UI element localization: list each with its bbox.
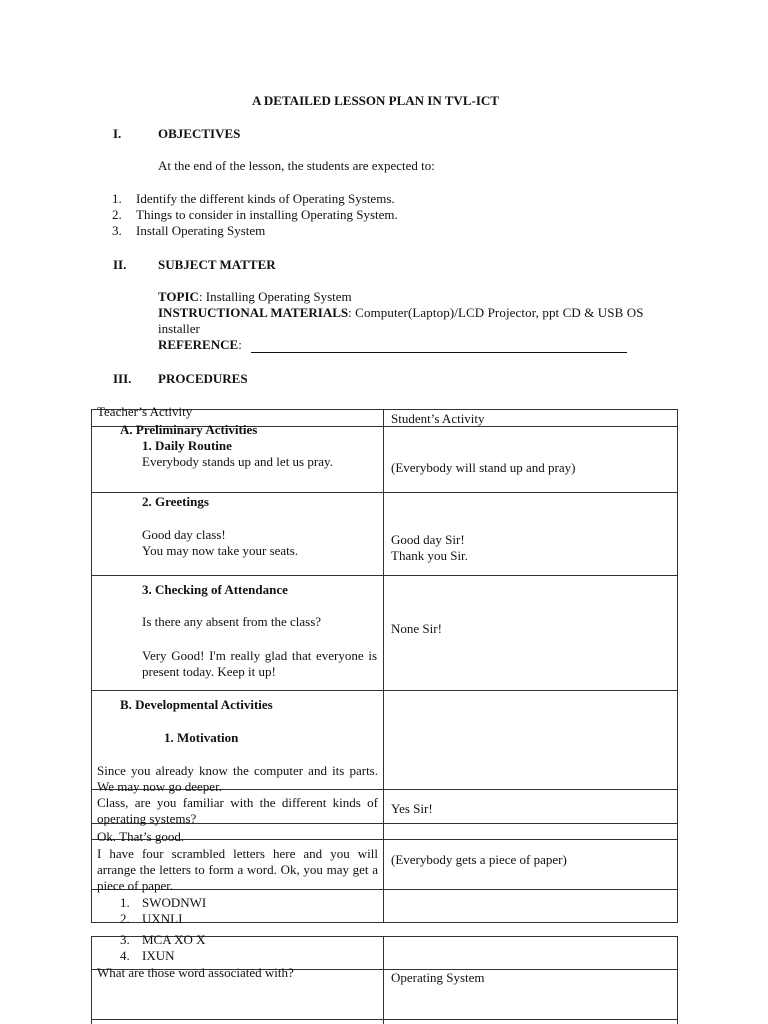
- list-item-number: 1.: [112, 191, 122, 206]
- objectives-intro: At the end of the lesson, the students are expected to:: [158, 158, 435, 173]
- topic-line: [158, 289, 352, 305]
- word-number: 4.: [120, 948, 130, 963]
- teacher-text: Class, are you familiar with the different kinds of operating systems?: [97, 795, 378, 826]
- list-item-number: 3.: [112, 223, 122, 238]
- column-header-student: Student’s Activity: [391, 411, 485, 426]
- materials-line: [158, 305, 677, 321]
- word-number: 1.: [120, 895, 130, 910]
- teacher-text: Since you already know the computer and its parts. We may now go deeper.: [97, 763, 378, 794]
- column-header-teacher: Teacher’s Activity: [97, 404, 193, 419]
- teacher-text: Very Good! I'm really glad that everyone is present today. Keep it up!: [142, 648, 377, 679]
- student-text: (Everybody gets a piece of paper): [391, 852, 567, 867]
- teacher-text: Is there any absent from the class?: [142, 614, 322, 629]
- table-border: [91, 409, 92, 923]
- topic-value: : Installing Operating System: [198, 289, 352, 304]
- table-border: [677, 409, 678, 923]
- list-item: Things to consider in installing Operating System.: [136, 207, 398, 222]
- list-item: Install Operating System: [136, 223, 266, 238]
- subheading-developmental: B. Developmental Activities: [120, 697, 273, 712]
- reference-label: REFERENCE: [158, 337, 239, 352]
- student-text: Good day Sir!: [391, 532, 465, 547]
- scrambled-word: IXUN: [142, 948, 175, 963]
- section-heading-procedures: PROCEDURES: [158, 371, 248, 386]
- teacher-text: I have four scrambled letters here and you will arrange the letters to form a word. Ok, you may get a piece of paper.: [97, 846, 378, 893]
- subheading-motivation: 1. Motivation: [164, 730, 239, 745]
- table-border: [91, 492, 678, 493]
- section-heading-objectives: OBJECTIVES: [158, 126, 241, 141]
- section-numeral: II.: [113, 257, 127, 272]
- topic-label: TOPIC: [158, 289, 199, 304]
- table-border: [383, 409, 384, 923]
- materials-continued: installer: [158, 321, 200, 336]
- list-item: Identify the different kinds of Operating Systems.: [136, 191, 395, 206]
- scrambled-word: MCA XO X: [142, 932, 206, 947]
- subheading-preliminary: A. Preliminary Activities: [120, 422, 258, 437]
- scrambled-word: UXNLI: [142, 911, 183, 926]
- section-numeral: III.: [113, 371, 132, 386]
- section-heading-subject-matter: SUBJECT MATTER: [158, 257, 276, 272]
- subheading-greetings: 2. Greetings: [142, 494, 209, 509]
- student-text: Yes Sir!: [391, 801, 433, 816]
- reference-blank-line: [251, 352, 627, 353]
- section-numeral: I.: [113, 126, 122, 141]
- table-border: [91, 690, 678, 691]
- subheading-daily-routine: 1. Daily Routine: [142, 438, 232, 453]
- student-text: Thank you Sir.: [391, 548, 468, 563]
- teacher-text: Good day class!: [142, 527, 226, 542]
- materials-label: INSTRUCTIONAL MATERIALS: [158, 305, 349, 320]
- table-border: [677, 936, 678, 1024]
- list-item-number: 2.: [112, 207, 122, 222]
- materials-value: : Computer(Laptop)/LCD Projector, ppt CD & USB OS: [348, 305, 644, 320]
- table-border: [383, 936, 384, 1024]
- student-text: (Everybody will stand up and pray): [391, 460, 576, 475]
- table-border: [91, 1019, 678, 1020]
- teacher-text: Everybody stands up and let us pray.: [142, 454, 333, 469]
- teacher-text: Ok. That’s good.: [97, 829, 185, 844]
- table-border: [91, 936, 92, 1024]
- student-text: None Sir!: [391, 621, 442, 636]
- reference-line: [158, 337, 242, 353]
- word-number: 3.: [120, 932, 130, 947]
- teacher-text: What are those word associated with?: [97, 965, 294, 980]
- document-title: A DETAILED LESSON PLAN IN TVL-ICT: [252, 93, 499, 108]
- word-number: 2.: [120, 911, 130, 926]
- student-text: Operating System: [391, 970, 485, 985]
- subheading-attendance: 3. Checking of Attendance: [142, 582, 288, 597]
- table-border: [91, 575, 678, 576]
- teacher-text: You may now take your seats.: [142, 543, 299, 558]
- scrambled-word: SWODNWI: [142, 895, 207, 910]
- reference-value: :: [238, 337, 242, 352]
